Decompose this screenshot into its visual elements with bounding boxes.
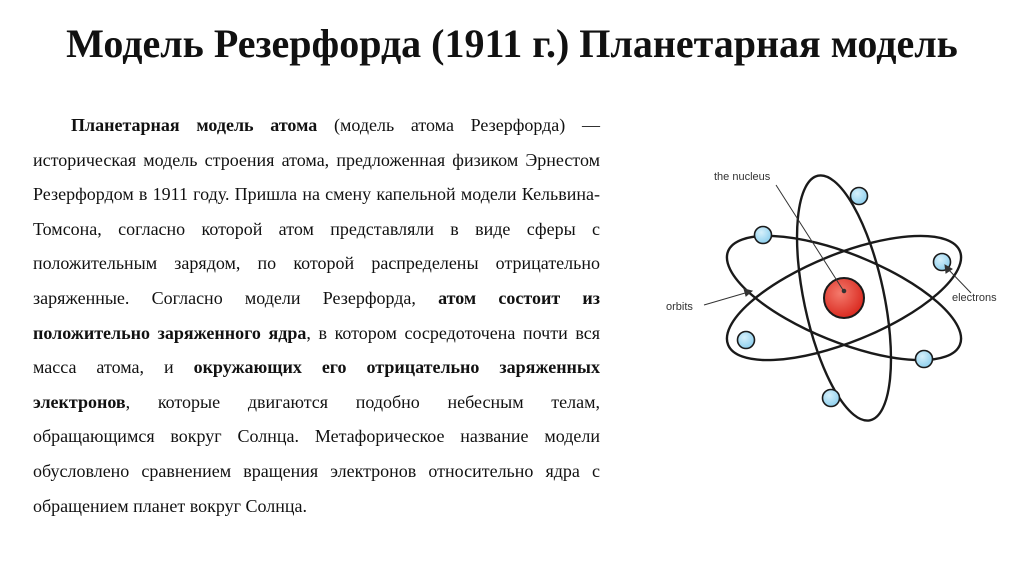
atom-diagram xyxy=(636,158,1016,428)
term-planetary-model: Планетарная модель атома xyxy=(71,115,318,135)
nucleus xyxy=(824,278,864,318)
label-nucleus: the nucleus xyxy=(714,171,771,183)
nucleus-leader-dot xyxy=(842,289,846,293)
electron xyxy=(738,332,755,349)
text-segment-2: , в котором сосредоточена почти вся масса атома, и xyxy=(33,322,600,378)
text-segment-3: , которые двигаются подобно небесным телам, обращающимся вокруг Солнца. Метафорическое название модели обусловлено сравнением вращения электронов относительно ядра с обращением планет вокруг Солнца. xyxy=(33,391,600,516)
slide-title: Модель Резерфорда (1911 г.) Планетарная модель xyxy=(66,21,958,66)
electron xyxy=(755,227,772,244)
electron xyxy=(916,351,933,368)
emphasis-electrons: окружающих его отрицательно заряженных электронов xyxy=(33,357,600,412)
label-electrons: electrons xyxy=(952,292,997,304)
description-paragraph xyxy=(33,108,600,523)
emphasis-nucleus: атом состоит из положительно заряженного ядра xyxy=(33,287,600,343)
label-orbits: orbits xyxy=(666,301,693,313)
electron xyxy=(851,188,868,205)
electron xyxy=(823,390,840,407)
text-segment-1: (модель атома Резерфорда) — историческая модель строения атома, предложенная физиком Эрнестом Резерфордом в 1911 году. Пришла на смену капельной модели Кельвина-Томсона, согласно которой атом представляли в виде сферы с положительным зарядом, по которой распределены отрицательно заряженные. Согласно модели Резерфорда, xyxy=(33,115,601,308)
atom-diagram-svg xyxy=(636,158,1016,428)
